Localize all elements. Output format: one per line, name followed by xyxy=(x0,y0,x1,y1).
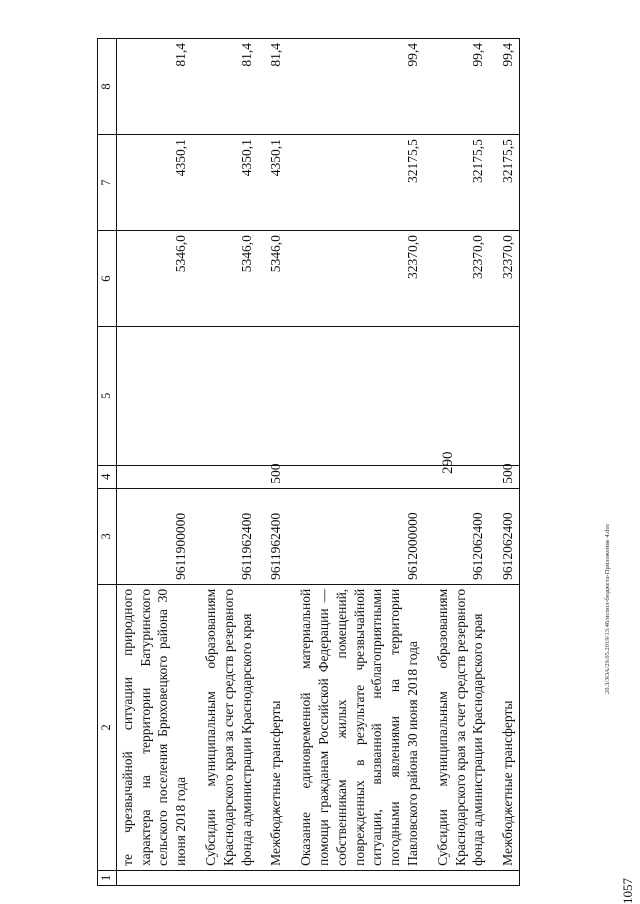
header-col-2: 2 xyxy=(98,584,117,870)
row-spacer xyxy=(287,39,295,886)
header-col-1: 1 xyxy=(98,870,117,885)
spacer-cell xyxy=(257,870,265,885)
table-cell-col-1 xyxy=(116,870,192,885)
table-row xyxy=(295,39,424,886)
table-cell-col-1 xyxy=(295,870,424,885)
spacer-cell xyxy=(489,870,497,885)
row-description: Субсидии муниципальным образованиям Краснодарского края за счет средств резервного фонда администрации Краснодарского края xyxy=(434,588,486,866)
spacer-cell xyxy=(192,327,200,465)
document-footer: 20.3/ЗОА/29.05.2019/13:46/испол-бюджета-Приложение 4.doc xyxy=(604,523,611,694)
spacer-cell xyxy=(424,135,432,231)
table-cell-col-1 xyxy=(265,870,287,885)
table-cell-executed: 4350,1 xyxy=(116,135,192,231)
spacer-cell xyxy=(192,135,200,231)
table-cell-description xyxy=(295,584,424,870)
table-cell-description xyxy=(116,584,192,870)
table-cell-code: 9611900000 xyxy=(116,488,192,584)
table-cell-vr xyxy=(116,465,192,488)
spacer-cell xyxy=(192,584,200,870)
spacer-cell xyxy=(192,465,200,488)
sheet-number: 1057 xyxy=(620,878,635,904)
header-col-4: 4 xyxy=(98,465,117,488)
table-cell-vr: 500 xyxy=(265,465,287,488)
table-cell-description xyxy=(497,584,519,870)
spacer-cell xyxy=(424,870,432,885)
spacer-cell xyxy=(257,327,265,465)
spacer-cell xyxy=(287,39,295,135)
table-cell-plan: 5346,0 xyxy=(200,231,257,327)
table-cell-vr xyxy=(295,465,424,488)
spacer-cell xyxy=(489,465,497,488)
spacer-cell xyxy=(424,39,432,135)
spacer-cell xyxy=(192,488,200,584)
spacer-cell xyxy=(287,135,295,231)
spacer-cell xyxy=(489,39,497,135)
table-cell-percent: 99,4 xyxy=(497,39,519,135)
row-spacer xyxy=(424,39,432,886)
header-col-6: 6 xyxy=(98,231,117,327)
table-cell-executed: 4350,1 xyxy=(200,135,257,231)
table-cell-code: 9611962400 xyxy=(265,488,287,584)
table-cell-executed: 4350,1 xyxy=(265,135,287,231)
table-cell-code: 9611962400 xyxy=(200,488,257,584)
row-description: Субсидии муниципальным образованиям Краснодарского края за счет средств резервного фонда администрации Краснодарского края xyxy=(202,588,254,866)
header-row xyxy=(98,39,117,886)
table-cell-col-5 xyxy=(497,327,519,465)
spacer-cell xyxy=(257,231,265,327)
table-cell-code: 9612062400 xyxy=(497,488,519,584)
row-spacer xyxy=(192,39,200,886)
table-cell-description xyxy=(200,584,257,870)
table-cell-executed: 32175,5 xyxy=(432,135,489,231)
budget-table xyxy=(97,38,520,886)
header-col-7: 7 xyxy=(98,135,117,231)
spacer-cell xyxy=(424,488,432,584)
spacer-cell xyxy=(287,231,295,327)
table-cell-plan: 32370,0 xyxy=(432,231,489,327)
spacer-cell xyxy=(287,870,295,885)
spacer-cell xyxy=(489,231,497,327)
row-description: Межбюджетные трансферты xyxy=(500,700,516,866)
table-cell-description xyxy=(432,584,489,870)
spacer-cell xyxy=(257,465,265,488)
table-cell-vr: 500 xyxy=(497,465,519,488)
table-cell-percent: 81,4 xyxy=(116,39,192,135)
table-cell-percent: 81,4 xyxy=(265,39,287,135)
spacer-cell xyxy=(424,231,432,327)
header-col-8: 8 xyxy=(98,39,117,135)
row-description: Оказание единовременной материальной помощи гражданам Российской Федерации — собственникам жилых помещений, поврежденных в результате чрезвычайной ситуации, вызванной неблагоприятными погодными явлениями на территории Павловского района 30 июня 2018 года xyxy=(298,588,420,866)
spacer-cell xyxy=(489,135,497,231)
table-cell-executed: 32175,5 xyxy=(295,135,424,231)
spacer-cell xyxy=(287,584,295,870)
table-cell-col-5 xyxy=(265,327,287,465)
table-row xyxy=(497,39,519,886)
spacer-cell xyxy=(257,135,265,231)
table-cell-code: 9612062400 xyxy=(432,488,489,584)
table-cell-percent: 81,4 xyxy=(200,39,257,135)
table-cell-plan: 32370,0 xyxy=(497,231,519,327)
table-cell-col-1 xyxy=(432,870,489,885)
row-spacer xyxy=(489,39,497,886)
spacer-cell xyxy=(489,327,497,465)
budget-table-body xyxy=(98,39,520,886)
table-cell-vr xyxy=(432,465,489,488)
spacer-cell xyxy=(257,39,265,135)
table-cell-code: 9612000000 xyxy=(295,488,424,584)
table-row xyxy=(432,39,489,886)
spacer-cell xyxy=(287,488,295,584)
table-cell-plan: 5346,0 xyxy=(116,231,192,327)
table-row xyxy=(200,39,257,886)
table-cell-vr xyxy=(200,465,257,488)
table-cell-percent: 99,4 xyxy=(432,39,489,135)
spacer-cell xyxy=(287,465,295,488)
header-col-5: 5 xyxy=(98,327,117,465)
table-cell-plan: 5346,0 xyxy=(265,231,287,327)
spacer-cell xyxy=(424,584,432,870)
table-cell-percent: 99,4 xyxy=(295,39,424,135)
table-cell-col-1 xyxy=(200,870,257,885)
table-cell-col-5 xyxy=(295,327,424,465)
spacer-cell xyxy=(489,584,497,870)
table-cell-plan: 32370,0 xyxy=(295,231,424,327)
spacer-cell xyxy=(424,465,432,488)
header-col-3: 3 xyxy=(98,488,117,584)
spacer-cell xyxy=(192,870,200,885)
spacer-cell xyxy=(489,488,497,584)
table-row xyxy=(265,39,287,886)
spacer-cell xyxy=(424,327,432,465)
page-number: 290 xyxy=(440,451,456,474)
spacer-cell xyxy=(257,584,265,870)
row-spacer xyxy=(257,39,265,886)
row-description: Межбюджетные трансферты xyxy=(268,700,284,866)
spacer-cell xyxy=(192,231,200,327)
table-row xyxy=(116,39,192,886)
row-description: те чрезвычайной ситуации природного характера на территории Батуринского сельского поселения Брюховецкого района 30 июня 2018 года xyxy=(119,588,189,866)
table-cell-col-5 xyxy=(116,327,192,465)
spacer-cell xyxy=(257,488,265,584)
table-cell-col-5 xyxy=(432,327,489,465)
spacer-cell xyxy=(287,327,295,465)
table-cell-description xyxy=(265,584,287,870)
spacer-cell xyxy=(192,39,200,135)
table-cell-col-1 xyxy=(497,870,519,885)
table-cell-executed: 32175,5 xyxy=(497,135,519,231)
table-cell-col-5 xyxy=(200,327,257,465)
